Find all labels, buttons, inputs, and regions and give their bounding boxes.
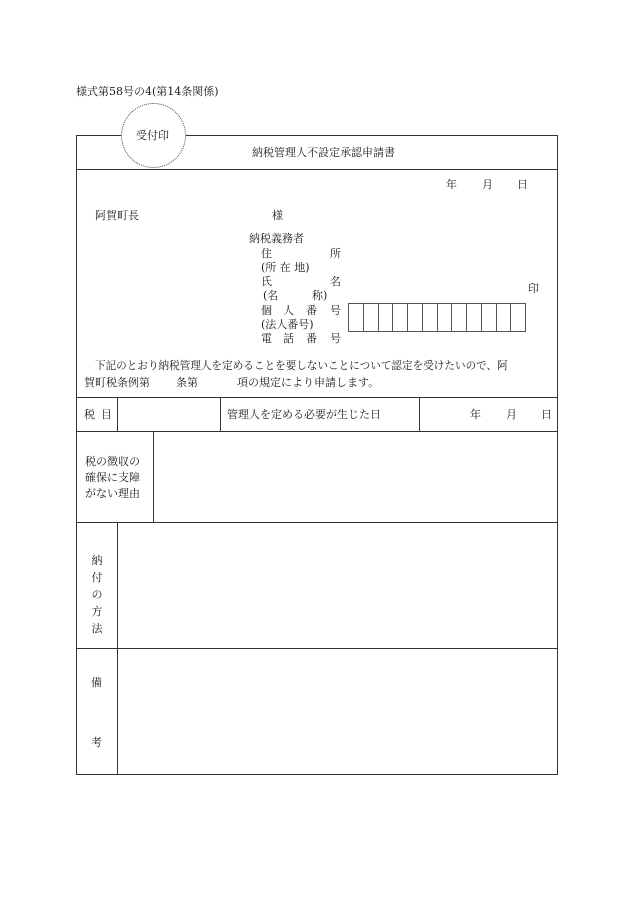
statement-line-2b: 条第 [176,376,198,389]
addressee-honorific: 様 [272,209,283,222]
address-label-a: 住 [261,247,272,260]
number-cell[interactable] [481,303,496,332]
remarks-label-a: 備 [91,676,102,689]
corp-number-label: (法人番号) [261,318,314,331]
reason-label-line-2: 確保に支障 [85,471,140,484]
address-sub-label: (所 在 地) [261,261,310,274]
date-month: 月 [482,178,493,191]
applicant-heading: 納税義務者 [249,232,304,245]
seal-mark: 印 [528,282,539,295]
number-cell[interactable] [392,303,407,332]
number-cell[interactable] [451,303,466,332]
payment-method-field[interactable] [119,524,555,646]
number-char-3: 番 [306,304,317,317]
name-sub-label-a: (名 [263,289,279,302]
name-label-a: 氏 [261,275,272,288]
statement-line-2a: 賀町税条例第 [84,376,150,389]
payment-method-label: 納 付 の 方 法 [91,554,103,635]
remarks-label-b: 考 [91,736,102,749]
date-year: 年 [446,178,457,191]
number-cell[interactable] [348,303,363,332]
form-title: 納税管理人不設定承認申請書 [252,146,395,159]
number-cell[interactable] [437,303,452,332]
phone-char-2: 話 [283,332,294,345]
reason-label-line-1: 税の徴収の [85,455,140,468]
number-cell[interactable] [422,303,437,332]
remarks-field[interactable] [119,650,555,772]
tax-item-label-a: 税 [84,408,95,421]
number-cell[interactable] [363,303,378,332]
tax-item-label-b: 目 [101,408,112,421]
need-arose-label: 管理人を定める必要が生じた日 [227,408,381,421]
number-char-4: 号 [330,304,341,317]
statement-line-1: 下記のとおり納税管理人を定めることを要しないことについて認定を受けたいので、阿 [95,360,508,372]
number-cell[interactable] [407,303,422,332]
addressee-name: 阿賀町長 [95,209,139,222]
number-cell[interactable] [466,303,481,332]
phone-char-4: 号 [330,332,341,345]
form-number: 様式第58号の4(第14条関係) [76,85,219,98]
reason-label-line-3: がない理由 [85,487,140,500]
phone-char-1: 電 [261,332,272,345]
individual-number-grid [348,303,526,332]
number-char-2: 人 [283,304,294,317]
number-cell[interactable] [378,303,393,332]
number-cell[interactable] [510,303,526,332]
need-date-year: 年 [470,408,481,421]
tax-item-field[interactable] [119,399,218,430]
number-char-1: 個 [261,304,272,317]
need-date-day: 日 [541,408,552,421]
phone-char-3: 番 [306,332,317,345]
date-day: 日 [517,178,528,191]
stamp-label: 受付印 [136,129,169,142]
name-sub-label-b: 称) [312,289,328,302]
reason-field[interactable] [155,433,555,520]
name-label-b: 名 [330,275,341,288]
need-date-month: 月 [506,408,517,421]
address-label-b: 所 [330,247,341,260]
number-cell[interactable] [496,303,511,332]
statement-line-2c: 項の規定により申請します。 [237,376,380,389]
